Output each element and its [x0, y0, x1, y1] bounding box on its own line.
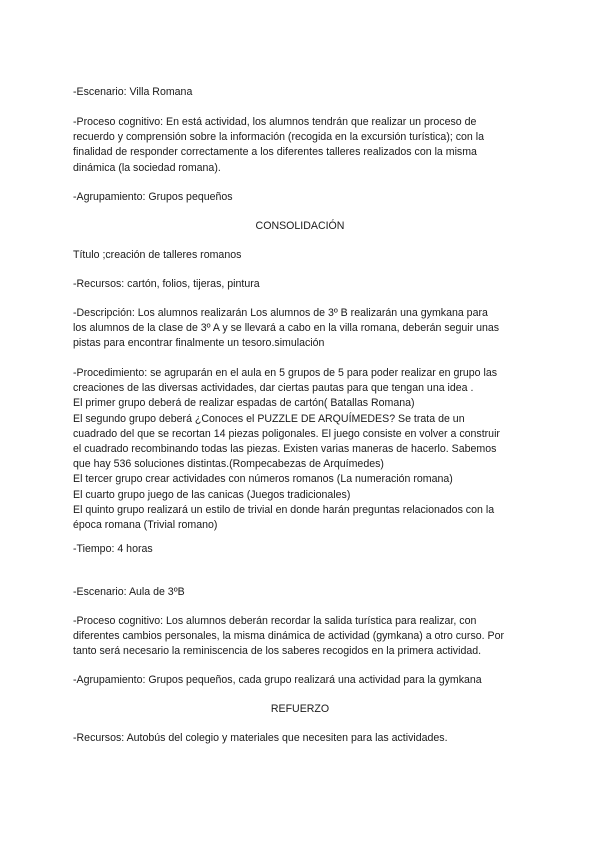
text-line: El segundo grupo deberá ¿Conoces el PUZZLE DE ARQUÍMEDES? Se trata de un: [73, 412, 465, 425]
text-line: -Proceso cognitivo: Los alumnos deberán recordar la salida turística para realizar, con: [73, 615, 477, 627]
text-line: época romana (Trivial romano): [73, 519, 218, 532]
tiempo: -Tiempo: 4 horas: [73, 543, 153, 555]
text-line: El tercer grupo crear actividades con números romanos (La numeración romana): [73, 473, 453, 486]
text-line: que hay 536 soluciones distintas.(Rompecabezas de Arquímedes): [73, 458, 384, 471]
text-line: El quinto grupo realizará un estilo de trivial en donde harán preguntas relacionados con la: [73, 503, 495, 516]
agrupamiento-1: -Agrupamiento: Grupos pequeños: [73, 191, 233, 203]
text-line: diferentes cambios personales, la misma dinámica de actividad (gymkana) a otro curso. Por: [73, 630, 505, 643]
escenario-aula: -Escenario: Aula de 3ºB: [73, 586, 185, 598]
text-line: los alumnos de la clase de 3º A y se llevará a cabo en la villa romana, deberán seguir unas: [73, 322, 500, 335]
text-line: -Proceso cognitivo: En está actividad, los alumnos tendrán que realizar un proceso de: [73, 116, 477, 128]
escenario-villa-romana: -Escenario: Villa Romana: [73, 86, 193, 98]
proceso-cognitivo-1: [73, 115, 531, 176]
text-line: el cuadrado recombinando todas las piezas. Existen varias maneras de hacerlo. Sabemos: [73, 443, 497, 456]
heading-refuerzo: REFUERZO: [270, 703, 330, 715]
proceso-cognitivo-2: [73, 614, 531, 660]
text-line: pistas para encontrar finalmente un tesoro.simulación: [73, 337, 325, 350]
text-line: -Descripción: Los alumnos realizarán Los alumnos de 3º B realizarán una gymkana para: [73, 307, 488, 319]
text-line: cuadrado del que se recortan 14 piezas poligonales. El juego consiste en volver a construir: [73, 427, 500, 440]
text-line: dinámica (la sociedad romana).: [73, 161, 221, 174]
heading-consolidacion: CONSOLIDACIÓN: [255, 220, 345, 232]
text-line: tanto será necesario la reminiscencia de los saberes recogidos en la primera actividad.: [73, 645, 482, 658]
text-line: El primer grupo deberá de realizar espadas de cartón( Batallas Romana): [73, 397, 415, 410]
text-line: finalidad de responder correctamente a los diferentes talleres realizados con la misma: [73, 146, 477, 159]
text-line: creaciones de las diversas actividades, dar ciertas pautas para que tengan una idea .: [73, 382, 474, 395]
agrupamiento-2: -Agrupamiento: Grupos pequeños, cada grupo realizará una actividad para la gymkana: [73, 674, 482, 686]
recursos-2: -Recursos: Autobús del colegio y materiales que necesiten para las actividades.: [73, 732, 448, 744]
procedimiento: [73, 366, 531, 533]
recursos-1: -Recursos: cartón, folios, tijeras, pintura: [73, 278, 260, 290]
text-line: El cuarto grupo juego de las canicas (Juegos tradicionales): [73, 488, 351, 501]
descripcion: [73, 306, 531, 352]
text-line: recuerdo y comprensión sobre la información (recogida en la excursión turística); con la: [73, 131, 484, 144]
titulo: Título ;creación de talleres romanos: [73, 249, 242, 261]
text-line: -Procedimiento: se agruparán en el aula en 5 grupos de 5 para poder realizar en grupo las: [73, 367, 498, 379]
